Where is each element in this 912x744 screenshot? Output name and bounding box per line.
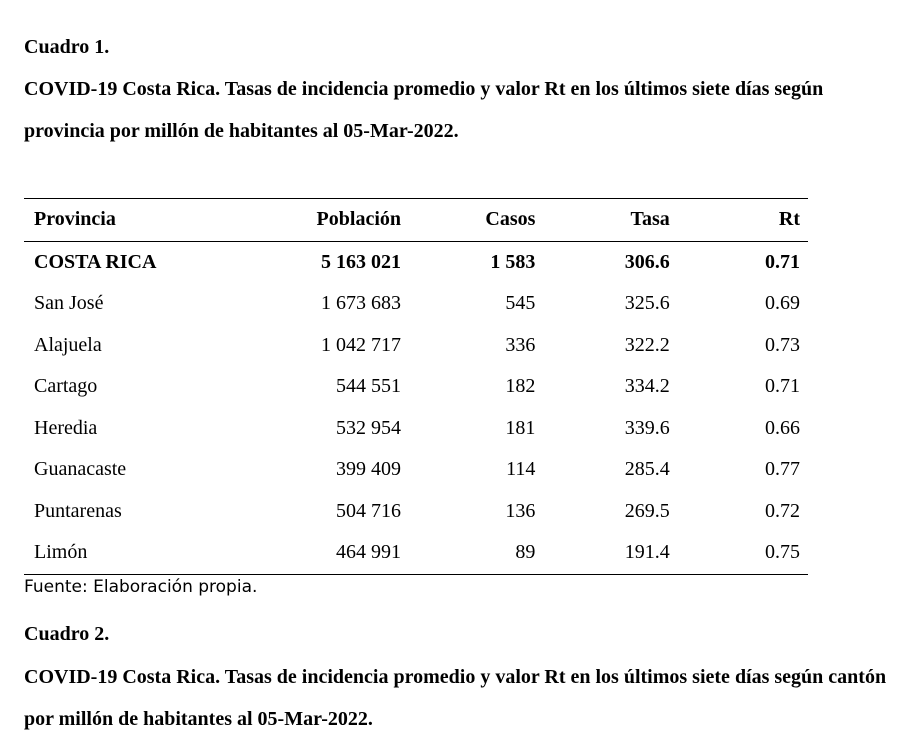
cell-provincia: Guanacaste <box>34 458 127 481</box>
cell-tasa: 306.6 <box>624 250 670 273</box>
cell-poblacion: 1 673 683 <box>321 292 401 315</box>
cell-rt: 0.72 <box>765 499 800 522</box>
table-1-label: Cuadro 1. <box>24 36 110 58</box>
table-row <box>24 283 808 325</box>
cell-poblacion: 399 409 <box>336 458 401 481</box>
cell-provincia: Heredia <box>34 416 98 439</box>
cell-rt: 0.75 <box>765 541 800 564</box>
cell-tasa: 322.2 <box>624 333 670 356</box>
table-row <box>24 325 808 367</box>
column-header-casos: Casos <box>485 208 536 231</box>
cell-provincia: Cartago <box>34 375 98 398</box>
cell-provincia: Limón <box>34 541 88 564</box>
cell-rt: 0.73 <box>765 333 800 356</box>
cell-rt: 0.69 <box>765 292 800 315</box>
cell-rt: 0.71 <box>765 375 800 398</box>
cell-poblacion: 504 716 <box>336 499 401 522</box>
column-header-poblacion: Población <box>316 208 401 231</box>
table-source-note: Fuente: Elaboración propia. <box>24 577 258 597</box>
cell-casos: 545 <box>505 292 536 315</box>
table-2-title: COVID-19 Costa Rica. Tasas de incidencia promedio y valor Rt en los últimos siete días según cantón por millón de habitantes al 05-Mar-2022. <box>24 666 887 730</box>
cell-tasa: 339.6 <box>624 416 670 439</box>
table-header-row <box>24 199 808 242</box>
cell-poblacion: 1 042 717 <box>321 333 401 356</box>
cell-casos: 136 <box>505 499 536 522</box>
table-row <box>24 449 808 491</box>
cell-poblacion: 5 163 021 <box>321 250 401 273</box>
cell-rt: 0.71 <box>765 250 800 273</box>
cell-casos: 182 <box>505 375 536 398</box>
column-header-tasa: Tasa <box>630 208 670 231</box>
column-header-provincia: Provincia <box>34 208 116 231</box>
cell-provincia: Puntarenas <box>34 499 122 522</box>
column-header-rt: Rt <box>778 208 800 231</box>
cell-tasa: 191.4 <box>624 541 670 564</box>
cell-tasa: 325.6 <box>624 292 670 315</box>
table-1-title: COVID-19 Costa Rica. Tasas de incidencia promedio y valor Rt en los últimos siete días según provincia por millón de habitantes al 05-Mar-2022. <box>24 78 824 142</box>
cell-tasa: 334.2 <box>624 375 670 398</box>
cell-tasa: 285.4 <box>624 458 670 481</box>
cell-poblacion: 532 954 <box>336 416 401 439</box>
cell-provincia: Alajuela <box>34 333 102 356</box>
table-row-total <box>24 241 808 283</box>
table-row <box>24 532 808 574</box>
cell-tasa: 269.5 <box>624 499 670 522</box>
cell-provincia: San José <box>34 292 104 315</box>
province-table <box>24 198 808 575</box>
cell-casos: 114 <box>506 458 536 481</box>
cell-poblacion: 464 991 <box>336 541 401 564</box>
cell-provincia: COSTA RICA <box>34 250 157 273</box>
cell-poblacion: 544 551 <box>336 375 401 398</box>
cell-casos: 1 583 <box>490 250 536 273</box>
cell-rt: 0.66 <box>765 416 800 439</box>
cell-rt: 0.77 <box>765 458 800 481</box>
table-row <box>24 491 808 533</box>
table-row <box>24 366 808 408</box>
cell-casos: 336 <box>505 333 536 356</box>
table-2-label: Cuadro 2. <box>24 623 110 645</box>
table-row <box>24 408 808 450</box>
cell-casos: 181 <box>505 416 536 439</box>
cell-casos: 89 <box>515 541 536 564</box>
